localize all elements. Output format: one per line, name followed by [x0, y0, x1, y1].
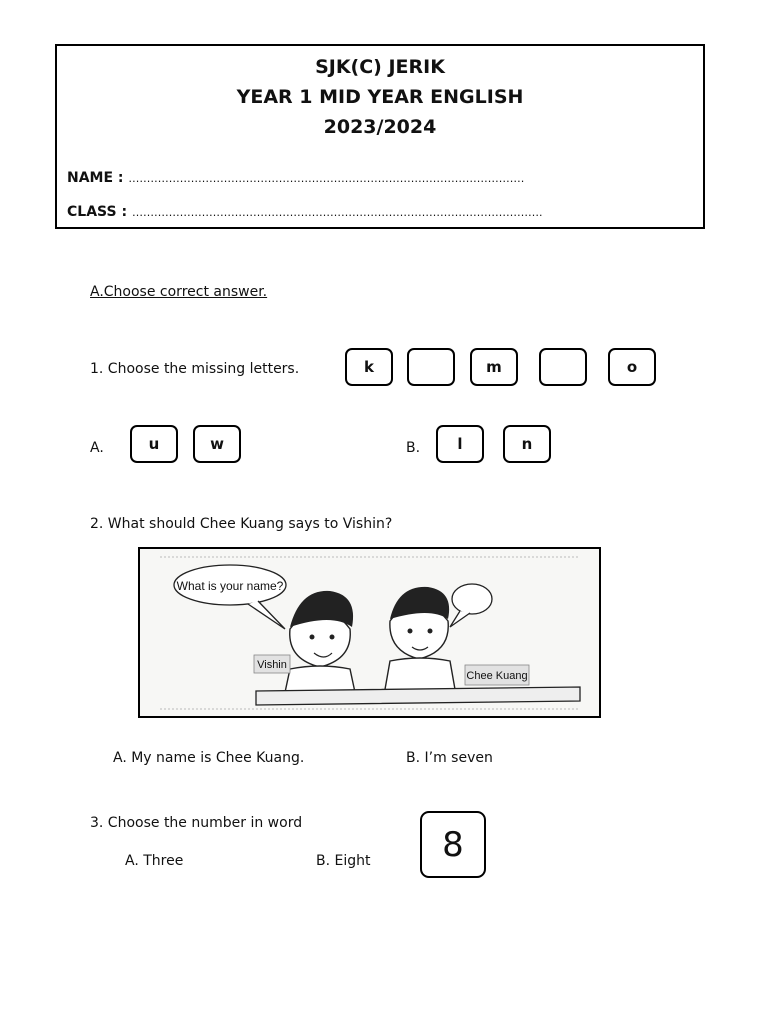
q1-seq-letter-5: o: [608, 348, 656, 386]
exam-year: 2023/2024: [323, 116, 437, 138]
label-vishin: Vishin: [257, 659, 287, 671]
q1-option-a-label[interactable]: A.: [90, 440, 104, 456]
q2-question: 2. What should Chee Kuang says to Vishin?: [90, 516, 393, 532]
q1-option-b-letter-1[interactable]: l: [436, 425, 484, 463]
q1-seq-letter-1: k: [345, 348, 393, 386]
q3-number-box: 8: [420, 811, 486, 878]
q1-seq-blank-2[interactable]: [539, 348, 587, 386]
name-label: NAME: [67, 170, 114, 186]
name-separator: :: [113, 170, 129, 186]
q1-option-a-letter-2[interactable]: w: [193, 425, 241, 463]
class-separator: :: [116, 204, 132, 220]
name-dots: ………………………………………………………………………………………………: [128, 172, 525, 185]
q1-option-b-label[interactable]: B.: [406, 440, 421, 456]
q3-option-b[interactable]: B. Eight: [316, 853, 371, 869]
school-name: SJK(C) JERIK: [315, 56, 445, 78]
speech-bubble-right: [452, 584, 492, 614]
section-a-title: A.Choose correct answer.: [90, 284, 268, 300]
q2-cartoon-picture: [138, 547, 601, 718]
q1-seq-blank-1[interactable]: [407, 348, 455, 386]
q1-option-a-letter-1[interactable]: u: [130, 425, 178, 463]
speech-bubble-text: What is your name?: [176, 579, 284, 593]
q1-question: 1. Choose the missing letters.: [90, 361, 300, 377]
exam-title: YEAR 1 MID YEAR ENGLISH: [236, 86, 524, 108]
q1-seq-letter-3: m: [470, 348, 518, 386]
header-box: [55, 44, 705, 229]
q2-option-b[interactable]: B. I’m seven: [406, 750, 493, 766]
q3-option-a[interactable]: A. Three: [125, 853, 184, 869]
class-label: CLASS: [67, 204, 117, 220]
cartoon-illustration: [140, 549, 599, 716]
class-dots: ………………………………………………………………………………………………….: [131, 206, 543, 219]
q2-option-a[interactable]: A. My name is Chee Kuang.: [113, 750, 305, 766]
class-field[interactable]: [67, 204, 542, 220]
q1-option-b-letter-2[interactable]: n: [503, 425, 551, 463]
name-field[interactable]: [67, 170, 524, 186]
label-chee-kuang: Chee Kuang: [466, 670, 528, 682]
q3-question: 3. Choose the number in word: [90, 815, 303, 831]
